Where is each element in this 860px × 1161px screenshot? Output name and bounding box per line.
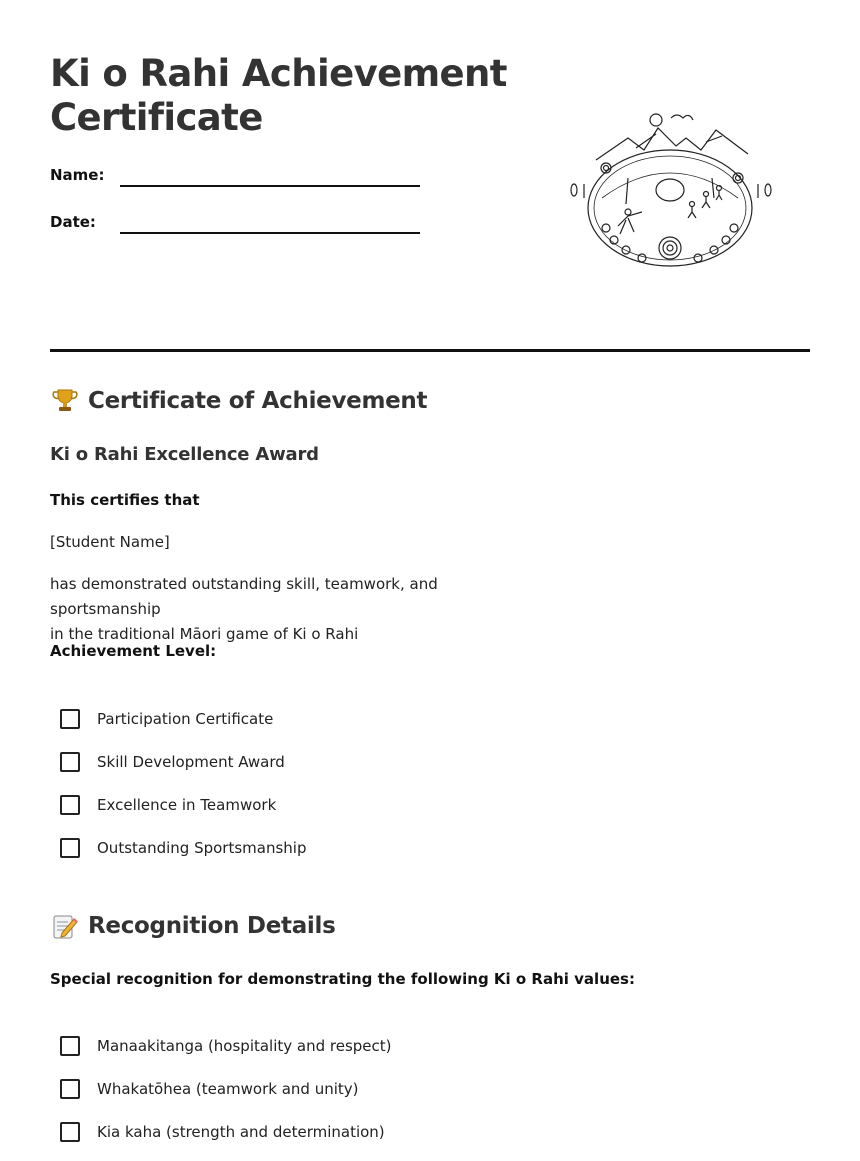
value-option-whakatohea[interactable] [60, 1077, 359, 1101]
level-option-skill-development[interactable] [60, 750, 285, 774]
checkbox-label: Whakatōhea (teamwork and unity) [97, 1080, 359, 1098]
award-title: Ki o Rahi Excellence Award [50, 444, 319, 465]
checkbox[interactable] [60, 838, 80, 858]
level-option-sportsmanship[interactable] [60, 836, 306, 860]
checkbox-label: Excellence in Teamwork [97, 796, 277, 814]
name-field[interactable] [50, 166, 430, 196]
certificate-heading-text: Certificate of Achievement [88, 388, 428, 414]
value-option-kia-kaha[interactable] [60, 1120, 385, 1144]
name-label: Name: [50, 166, 105, 184]
certificate-heading [50, 386, 427, 416]
ki-o-rahi-field-illustration-icon [566, 108, 776, 283]
recognition-heading [50, 911, 336, 941]
section-divider [50, 349, 810, 352]
achievement-level-label: Achievement Level: [50, 642, 217, 660]
level-option-teamwork[interactable] [60, 793, 276, 817]
checkbox[interactable] [60, 795, 80, 815]
checkbox[interactable] [60, 1079, 80, 1099]
date-line[interactable] [120, 232, 420, 234]
date-label: Date: [50, 213, 96, 231]
recognition-heading-text: Recognition Details [88, 913, 336, 939]
memo-icon [50, 911, 80, 941]
checkbox[interactable] [60, 1036, 80, 1056]
level-option-participation[interactable] [60, 707, 273, 731]
achievement-statement [50, 572, 550, 647]
checkbox-label: Participation Certificate [97, 710, 274, 728]
checkbox[interactable] [60, 1122, 80, 1142]
checkbox[interactable] [60, 709, 80, 729]
statement-line-1: has demonstrated outstanding skill, teamwork, and sportsmanship [50, 575, 438, 618]
recognition-intro: Special recognition for demonstrating the following Ki o Rahi values: [50, 970, 635, 988]
date-field[interactable] [50, 213, 430, 243]
student-name-placeholder: [Student Name] [50, 533, 170, 551]
checkbox-label: Skill Development Award [97, 753, 285, 771]
checkbox[interactable] [60, 752, 80, 772]
trophy-icon [50, 386, 80, 416]
name-line[interactable] [120, 185, 420, 187]
checkbox-label: Manaakitanga (hospitality and respect) [97, 1037, 392, 1055]
statement-line-2: in the traditional Māori game of Ki o Rahi [50, 625, 359, 643]
checkbox-label: Outstanding Sportsmanship [97, 839, 307, 857]
value-option-manaakitanga[interactable] [60, 1034, 392, 1058]
page-title: Ki o Rahi Achievement Certificate [50, 52, 507, 139]
certifies-text: This certifies that [50, 491, 200, 509]
checkbox-label: Kia kaha (strength and determination) [97, 1123, 385, 1141]
